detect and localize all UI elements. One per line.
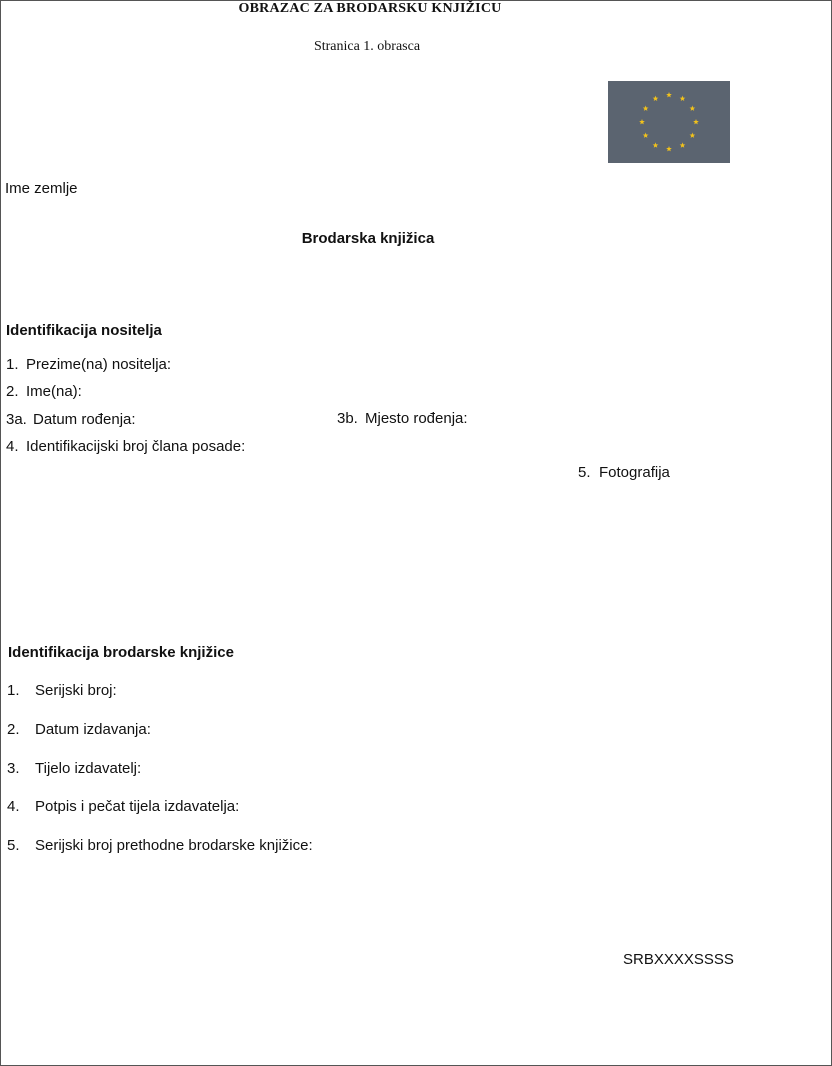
flag-star-icon bbox=[643, 133, 649, 138]
holder-field-crew-id bbox=[6, 438, 245, 455]
flag-star-icon bbox=[653, 142, 659, 147]
field-number: 5. bbox=[578, 464, 591, 481]
holder-field-birth-place bbox=[337, 410, 468, 427]
field-label: Serijski broj prethodne brodarske knjižice: bbox=[35, 837, 313, 854]
field-label: Ime(na): bbox=[26, 383, 82, 400]
field-number: 1. bbox=[6, 356, 19, 373]
holder-field-photo bbox=[578, 464, 670, 481]
field-number: 4. bbox=[7, 798, 20, 815]
field-number: 2. bbox=[7, 721, 20, 738]
flag-star-icon bbox=[653, 96, 659, 101]
field-label: Datum izdavanja: bbox=[35, 721, 151, 738]
field-label: Potpis i pečat tijela izdavatelja: bbox=[35, 798, 240, 815]
booklet-field-issue-date bbox=[7, 721, 151, 738]
booklet-field-signature bbox=[7, 798, 239, 815]
flag-star-icon bbox=[680, 96, 686, 101]
field-number: 4. bbox=[6, 438, 19, 455]
flag-star-icon bbox=[666, 92, 672, 97]
flag-star-icon bbox=[666, 146, 672, 151]
flag-star-icon bbox=[639, 119, 645, 124]
booklet-field-previous-serial bbox=[7, 837, 313, 854]
field-number: 3b. bbox=[337, 410, 358, 427]
holder-field-birth-date bbox=[6, 411, 136, 428]
booklet-title: Brodarska knjižica bbox=[301, 230, 435, 247]
holder-section-heading: Identifikacija nositelja bbox=[6, 322, 162, 339]
field-label: Datum rođenja: bbox=[33, 411, 136, 428]
field-label: Prezime(na) nositelja: bbox=[26, 356, 172, 373]
field-label: Serijski broj: bbox=[35, 682, 117, 699]
field-label: Tijelo izdavatelj: bbox=[35, 760, 142, 777]
form-title: OBRAZAC ZA BRODARSKU KNJIŽICU bbox=[238, 1, 502, 16]
flag-star-icon bbox=[690, 106, 696, 111]
booklet-section-heading: Identifikacija brodarske knjižice bbox=[8, 644, 234, 661]
page-number: Stranica 1. obrasca bbox=[313, 39, 421, 54]
field-number: 3. bbox=[7, 760, 20, 777]
field-label: Fotografija bbox=[599, 464, 670, 481]
flag-star-icon bbox=[693, 119, 699, 124]
holder-field-surname bbox=[6, 356, 171, 373]
field-number: 2. bbox=[6, 383, 19, 400]
country-name-label: Ime zemlje bbox=[5, 180, 78, 197]
field-number: 5. bbox=[7, 837, 20, 854]
flag-star-icon bbox=[680, 142, 686, 147]
eu-flag-icon bbox=[608, 81, 730, 163]
field-number: 3a. bbox=[6, 411, 27, 428]
flag-star-icon bbox=[690, 133, 696, 138]
booklet-field-issuer bbox=[7, 760, 141, 777]
flag-star-icon bbox=[643, 106, 649, 111]
field-label: Identifikacijski broj člana posade: bbox=[26, 438, 246, 455]
field-label: Mjesto rođenja: bbox=[365, 410, 468, 427]
serial-code: SRBXXXXSSSS bbox=[623, 951, 734, 968]
booklet-field-serial bbox=[7, 682, 117, 699]
holder-field-name bbox=[6, 383, 82, 400]
field-number: 1. bbox=[7, 682, 20, 699]
